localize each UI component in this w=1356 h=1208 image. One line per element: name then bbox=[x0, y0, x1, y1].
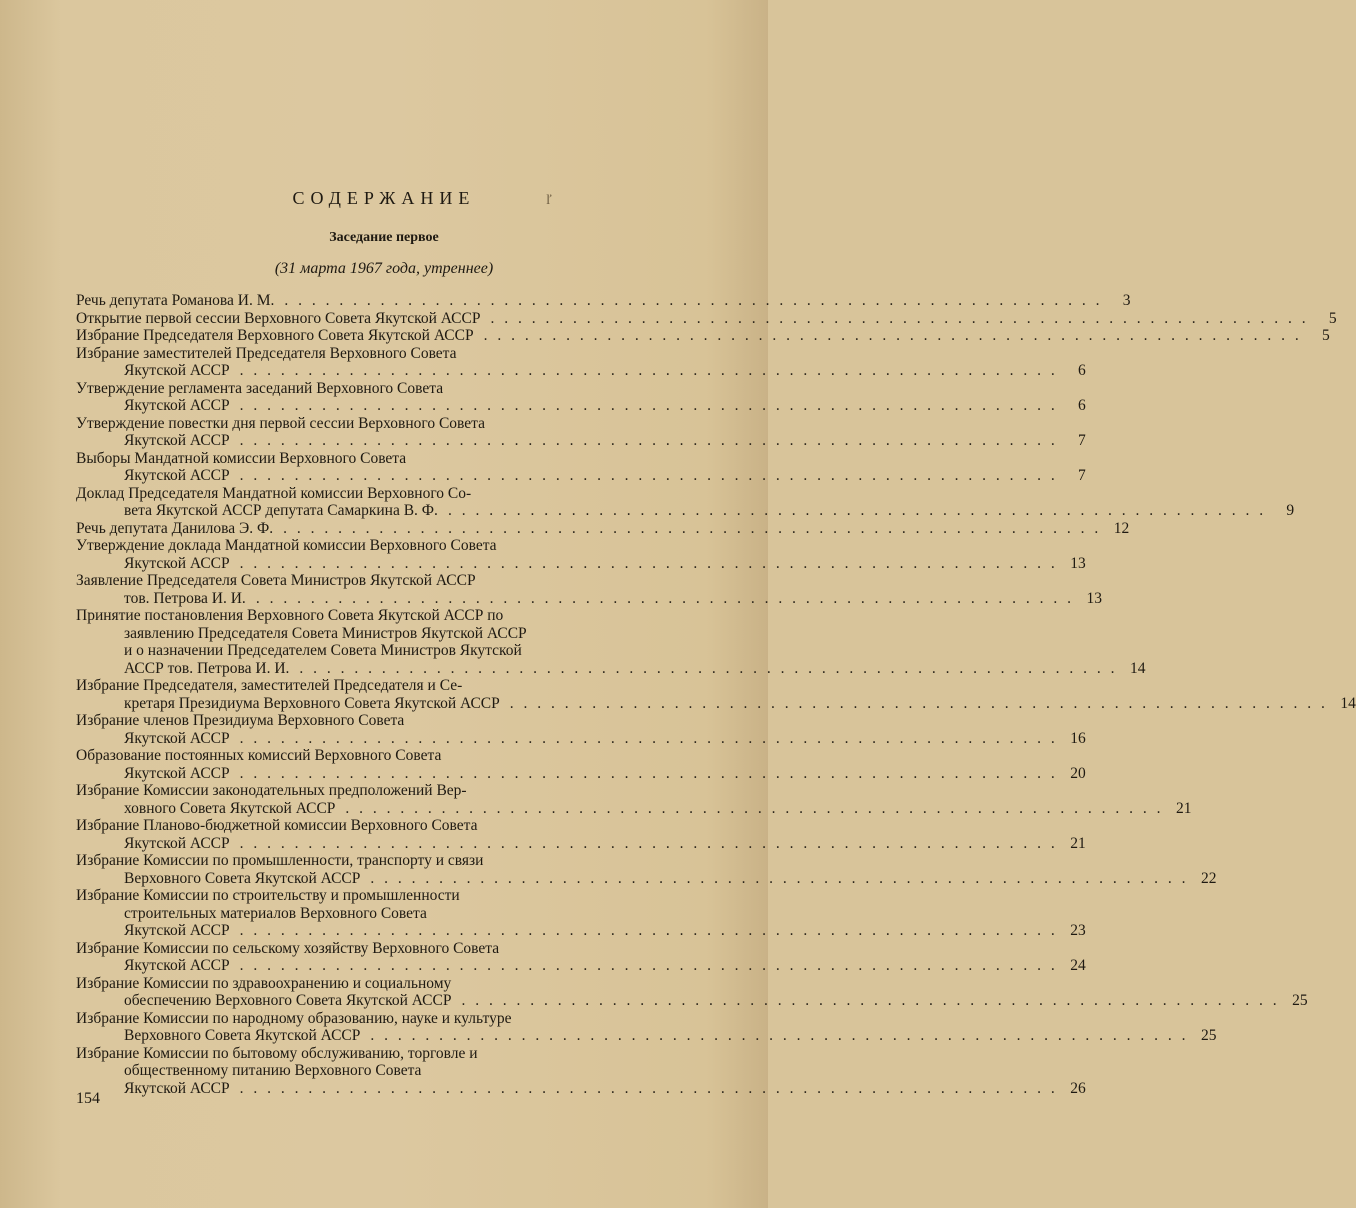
toc-entry-line bbox=[76, 537, 686, 555]
toc-page-number: 5 bbox=[1321, 327, 1330, 344]
toc-entry-text: Избрание Комиссии по бытовому обслуживанию, торговле и bbox=[76, 1044, 478, 1062]
dot-leader: . . . . . . . . . . . . . . . . . . . . . . . . . . . . . . . . . . . . . . . . . . . . . . . . . . . . . . . . . . . . bbox=[239, 834, 1058, 852]
session-date: (31 марта 1967 года, утреннее) bbox=[274, 260, 494, 277]
toc-entry-line bbox=[76, 747, 686, 765]
toc-entry-line bbox=[76, 625, 686, 643]
toc-entry-text: Избрание Комиссии по сельскому хозяйству Верховного Совета bbox=[76, 939, 500, 957]
toc-entry-text: Образование постоянных комиссий Верховного Совета bbox=[76, 747, 442, 764]
toc-entry-text: Якутской АССР bbox=[124, 922, 230, 939]
dot-leader: . . . . . . . . . . . . . . . . . . . . . . . . . . . . . . . . . . . . . . . . . . . . . . . . . . . . . . . . . . . . bbox=[370, 869, 1189, 887]
toc-entry-line bbox=[76, 467, 1086, 485]
dot-leader: . . . . . . . . . . . . . . . . . . . . . . . . . . . . . . . . . . . . . . . . . . . . . . . . . . . . . . . . . . . . bbox=[239, 729, 1058, 747]
dot-leader: . . . . . . . . . . . . . . . . . . . . . . . . . . . . . . . . . . . . . . . . . . . . . . . . . . . . . . . . . . . . bbox=[239, 1079, 1058, 1097]
toc-entry-line bbox=[76, 415, 686, 433]
page-number: 154 bbox=[76, 1090, 100, 1107]
toc-page-number: 25 bbox=[1292, 992, 1308, 1009]
dot-leader: . . . . . . . . . . . . . . . . . . . . . . . . . . . . . . . . . . . . . . . . . . . . . . . . . . . . . . . . . . . . bbox=[239, 432, 1058, 449]
toc-entry-line bbox=[76, 1027, 1217, 1045]
toc-entry-line bbox=[76, 1062, 686, 1080]
toc-page-number: 7 bbox=[1078, 467, 1086, 484]
toc-entry bbox=[76, 607, 1146, 677]
toc-entry-text: тов. Петрова И. И. bbox=[124, 589, 246, 607]
toc-entry-line bbox=[76, 887, 686, 905]
toc-entry bbox=[76, 537, 1086, 572]
dot-leader: . . . . . . . . . . . . . . . . . . . . . . . . . . . . . . . . . . . . . . . . . . . . . . . . . . . . . . . . . . . . bbox=[345, 799, 1164, 817]
toc-entry bbox=[76, 747, 1086, 782]
toc-entry-line bbox=[76, 485, 686, 503]
toc-entry-line bbox=[76, 1079, 1086, 1098]
toc-entry-line bbox=[76, 677, 686, 695]
dot-leader: . . . . . . . . . . . . . . . . . . . . . . . . . . . . . . . . . . . . . . . . . . . . . . . . . . . . . . . . . . . . bbox=[483, 327, 1302, 344]
toc-entry-text: и о назначении Председателем Совета Министров Якутской bbox=[124, 642, 522, 659]
dot-leader: . . . . . . . . . . . . . . . . . . . . . . . . . . . . . . . . . . . . . . . . . . . . . . . . . . . . . . . . . . . . bbox=[447, 502, 1267, 519]
toc-entry-text: строительных материалов Верховного Совета bbox=[124, 904, 427, 922]
toc-page-number: 13 bbox=[1070, 554, 1086, 572]
toc-entry-line bbox=[76, 905, 686, 923]
toc-entry-line bbox=[76, 432, 1086, 450]
toc-page-number: 25 bbox=[1201, 1027, 1217, 1044]
toc-entry-line bbox=[76, 1045, 686, 1063]
toc-page-number: 26 bbox=[1070, 1079, 1086, 1097]
toc-entry-line bbox=[76, 345, 686, 363]
toc-entry-text: обеспечению Верховного Совета Якутской АССР bbox=[124, 992, 452, 1009]
toc-entry-line bbox=[76, 362, 1086, 380]
toc-entry bbox=[76, 677, 1356, 712]
toc-entry-text: Утверждение доклада Мандатной комиссии Верховного Совета bbox=[76, 537, 497, 554]
dot-leader: . . . . . . . . . . . . . . . . . . . . . . . . . . . . . . . . . . . . . . . . . . . . . . . . . . . . . . . . . . . . bbox=[299, 659, 1118, 677]
dot-leader: . . . . . . . . . . . . . . . . . . . . . . . . . . . . . . . . . . . . . . . . . . . . . . . . . . . . . . . . . . . . bbox=[284, 292, 1103, 309]
toc-page-number: 22 bbox=[1201, 869, 1217, 887]
toc-entry-text: Речь депутата Данилова Э. Ф. bbox=[76, 519, 274, 537]
table-of-contents bbox=[76, 292, 1356, 1097]
toc-entry-line bbox=[76, 380, 686, 398]
toc-entry-text: Верховного Совета Якутской АССР bbox=[124, 869, 361, 887]
toc-entry bbox=[76, 484, 1295, 520]
dot-leader: . . . . . . . . . . . . . . . . . . . . . . . . . . . . . . . . . . . . . . . . . . . . . . . . . . . . . . . . . . . . bbox=[239, 467, 1058, 484]
toc-entry bbox=[76, 414, 1086, 450]
toc-entry bbox=[76, 782, 1192, 817]
toc-entry-text: Якутской АССР bbox=[124, 957, 230, 974]
toc-entry-line bbox=[76, 607, 686, 625]
toc-page-number: 14 bbox=[1340, 694, 1356, 712]
toc-entry-line bbox=[76, 922, 1086, 940]
toc-entry-text: Выборы Мандатной комиссии Верховного Совета bbox=[76, 449, 407, 467]
toc-entry-line bbox=[76, 327, 1330, 345]
page-title: СОДЕРЖАНИЕ bbox=[292, 188, 476, 208]
toc-entry-text: Якутской АССР bbox=[124, 729, 230, 747]
toc-entry-line bbox=[76, 799, 1192, 818]
toc-entry-text: Речь депутата Романова И. М. bbox=[76, 292, 275, 309]
dot-leader: . . . . . . . . . . . . . . . . . . . . . . . . . . . . . . . . . . . . . . . . . . . . . . . . . . . . . . . . . . . . bbox=[461, 992, 1280, 1009]
toc-entry-text: кретаря Президиума Верховного Совета Якутской АССР bbox=[124, 694, 500, 712]
toc-entry-text: Якутской АССР bbox=[124, 362, 230, 379]
toc-entry-text: Утверждение повестки дня первой сессии Верховного Совета bbox=[76, 414, 485, 432]
toc-entry-line bbox=[76, 519, 1130, 538]
section-subtitle: Заседание первое bbox=[329, 230, 439, 245]
toc-entry-line bbox=[76, 589, 1102, 608]
toc-entry-text: Принятие постановления Верховного Совета Якутской АССР по bbox=[76, 607, 504, 624]
toc-entry-text: общественному питанию Верховного Совета bbox=[124, 1062, 422, 1079]
toc-entry bbox=[76, 344, 1086, 380]
toc-entry-line bbox=[76, 502, 1295, 520]
toc-entry bbox=[76, 974, 1308, 1010]
toc-entry-text: Избрание Председателя Верховного Совета Якутской АССР bbox=[76, 327, 474, 344]
toc-entry-text: Якутской АССР bbox=[124, 1079, 230, 1097]
toc-entry-line bbox=[76, 764, 1086, 783]
toc-entry-line bbox=[76, 554, 1086, 573]
toc-entry-line bbox=[76, 572, 686, 590]
toc-entry-line bbox=[76, 852, 686, 870]
toc-entry-text: вета Якутской АССР депутата Самаркина В. Ф. bbox=[124, 502, 438, 519]
toc-entry-text: Утверждение регламента заседаний Верховного Совета bbox=[76, 379, 444, 397]
toc-page-number: 16 bbox=[1070, 729, 1086, 747]
dot-leader: . . . . . . . . . . . . . . . . . . . . . . . . . . . . . . . . . . . . . . . . . . . . . . . . . . . . . . . . . . . . bbox=[239, 764, 1058, 782]
toc-entry bbox=[76, 292, 1131, 310]
toc-entry-text: Избрание заместителей Председателя Верховного Совета bbox=[76, 344, 457, 362]
toc-entry-text: Якутской АССР bbox=[124, 432, 230, 449]
toc-entry-text: Якутской АССР bbox=[124, 397, 230, 414]
toc-entry-line bbox=[76, 450, 686, 468]
toc-entry-text: ховного Совета Якутской АССР bbox=[124, 799, 336, 817]
dot-leader: . . . . . . . . . . . . . . . . . . . . . . . . . . . . . . . . . . . . . . . . . . . . . . . . . . . . . . . . . . . . bbox=[370, 1027, 1189, 1044]
dot-leader: . . . . . . . . . . . . . . . . . . . . . . . . . . . . . . . . . . . . . . . . . . . . . . . . . . . . . . . . . . . . bbox=[283, 519, 1102, 537]
toc-entry-text: Доклад Председателя Мандатной комиссии Верховного Со- bbox=[76, 484, 472, 502]
toc-entry-text: Избрание членов Президиума Верховного Совета bbox=[76, 712, 405, 729]
toc-entry-line bbox=[76, 309, 1337, 328]
toc-page-number: 5 bbox=[1328, 309, 1337, 327]
toc-entry-line bbox=[76, 642, 686, 660]
toc-entry-text: Верховного Совета Якутской АССР bbox=[124, 1027, 361, 1044]
toc-entry-text: Избрание Планово-бюджетной комиссии Верховного Совета bbox=[76, 817, 478, 834]
toc-page-number: 6 bbox=[1078, 397, 1086, 414]
toc-entry-line bbox=[76, 292, 1131, 310]
toc-entry bbox=[76, 327, 1330, 345]
dot-leader: . . . . . . . . . . . . . . . . . . . . . . . . . . . . . . . . . . . . . . . . . . . . . . . . . . . . . . . . . . . . bbox=[239, 397, 1058, 414]
toc-entry bbox=[76, 1009, 1217, 1045]
toc-entry-line bbox=[76, 1010, 686, 1028]
toc-page-number: 12 bbox=[1113, 519, 1130, 537]
toc-entry-text: Избрание Комиссии по здравоохранению и социальному bbox=[76, 974, 452, 992]
toc-entry bbox=[76, 817, 1086, 852]
toc-entry-text: Избрание Комиссии по народному образованию, науке и культуре bbox=[76, 1009, 512, 1027]
toc-entry-text: Избрание Комиссии по строительству и промышленности bbox=[76, 887, 460, 904]
toc-entry bbox=[76, 572, 1102, 607]
toc-entry bbox=[76, 519, 1130, 538]
toc-entry-line bbox=[76, 659, 1146, 678]
toc-entry bbox=[76, 939, 1086, 975]
toc-entry-line bbox=[76, 694, 1356, 713]
toc-entry-text: Якутской АССР bbox=[124, 554, 230, 572]
toc-entry-text: Избрание Председателя, заместителей Председателя и Се- bbox=[76, 677, 463, 694]
toc-page-number: 9 bbox=[1286, 502, 1295, 519]
toc-entry bbox=[76, 309, 1337, 328]
toc-entry-line bbox=[76, 397, 1086, 415]
print-mark-glyph: ľ bbox=[546, 193, 552, 208]
toc-page-number: 24 bbox=[1070, 957, 1086, 974]
toc-entry bbox=[76, 852, 1217, 887]
toc-entry-line bbox=[76, 869, 1217, 888]
dot-leader: . . . . . . . . . . . . . . . . . . . . . . . . . . . . . . . . . . . . . . . . . . . . . . . . . . . . . . . . . . . . bbox=[239, 554, 1058, 572]
toc-entry bbox=[76, 449, 1086, 485]
toc-entry bbox=[76, 712, 1086, 747]
toc-entry bbox=[76, 1044, 1086, 1098]
toc-page-number: 21 bbox=[1070, 834, 1086, 852]
toc-entry-line bbox=[76, 817, 686, 835]
toc-entry-line bbox=[76, 712, 686, 730]
dot-leader: . . . . . . . . . . . . . . . . . . . . . . . . . . . . . . . . . . . . . . . . . . . . . . . . . . . . . . . . . . . . bbox=[239, 362, 1058, 379]
toc-entry-text: АССР тов. Петрова И. И. bbox=[124, 659, 290, 677]
toc-entry-line bbox=[76, 975, 686, 993]
toc-entry-line bbox=[76, 992, 1308, 1010]
toc-page-number: 6 bbox=[1078, 362, 1086, 379]
toc-page-number: 20 bbox=[1070, 764, 1086, 782]
toc-page-number: 3 bbox=[1122, 292, 1131, 309]
dot-leader: . . . . . . . . . . . . . . . . . . . . . . . . . . . . . . . . . . . . . . . . . . . . . . . . . . . . . . . . . . . . bbox=[239, 922, 1058, 939]
toc-entry-text: Избрание Комиссии законодательных предположений Вер- bbox=[76, 782, 467, 799]
toc-entry-line bbox=[76, 782, 686, 800]
dot-leader: . . . . . . . . . . . . . . . . . . . . . . . . . . . . . . . . . . . . . . . . . . . . . . . . . . . . . . . . . . . . bbox=[490, 309, 1309, 327]
toc-entry bbox=[76, 887, 1086, 940]
toc-page-number: 21 bbox=[1176, 799, 1192, 817]
toc-entry bbox=[76, 379, 1086, 415]
toc-entry-text: Якутской АССР bbox=[124, 834, 230, 852]
toc-entry-line bbox=[76, 940, 686, 958]
toc-page-number: 7 bbox=[1078, 432, 1086, 449]
toc-entry-text: Открытие первой сессии Верховного Совета Якутской АССР bbox=[76, 309, 481, 327]
toc-entry-line bbox=[76, 729, 1086, 748]
toc-entry-text: Якутской АССР bbox=[124, 467, 230, 484]
toc-page-number: 13 bbox=[1086, 589, 1102, 607]
dot-leader: . . . . . . . . . . . . . . . . . . . . . . . . . . . . . . . . . . . . . . . . . . . . . . . . . . . . . . . . . . . . bbox=[239, 957, 1058, 974]
dot-leader: . . . . . . . . . . . . . . . . . . . . . . . . . . . . . . . . . . . . . . . . . . . . . . . . . . . . . . . . . . . . bbox=[255, 589, 1074, 607]
toc-entry-text: Якутской АССР bbox=[124, 764, 230, 782]
toc-page-number: 23 bbox=[1070, 922, 1086, 939]
toc-entry-text: Заявление Председателя Совета Министров Якутской АССР bbox=[76, 572, 476, 589]
toc-entry-text: Избрание Комиссии по промышленности, транспорту и связи bbox=[76, 852, 484, 869]
toc-entry-text: заявлению Председателя Совета Министров Якутской АССР bbox=[124, 624, 527, 642]
toc-entry-line bbox=[76, 957, 1086, 975]
dot-leader: . . . . . . . . . . . . . . . . . . . . . . . . . . . . . . . . . . . . . . . . . . . . . . . . . . . . . . . . . . . . bbox=[509, 694, 1328, 712]
toc-page-number: 14 bbox=[1130, 659, 1146, 677]
toc-entry-line bbox=[76, 834, 1086, 853]
